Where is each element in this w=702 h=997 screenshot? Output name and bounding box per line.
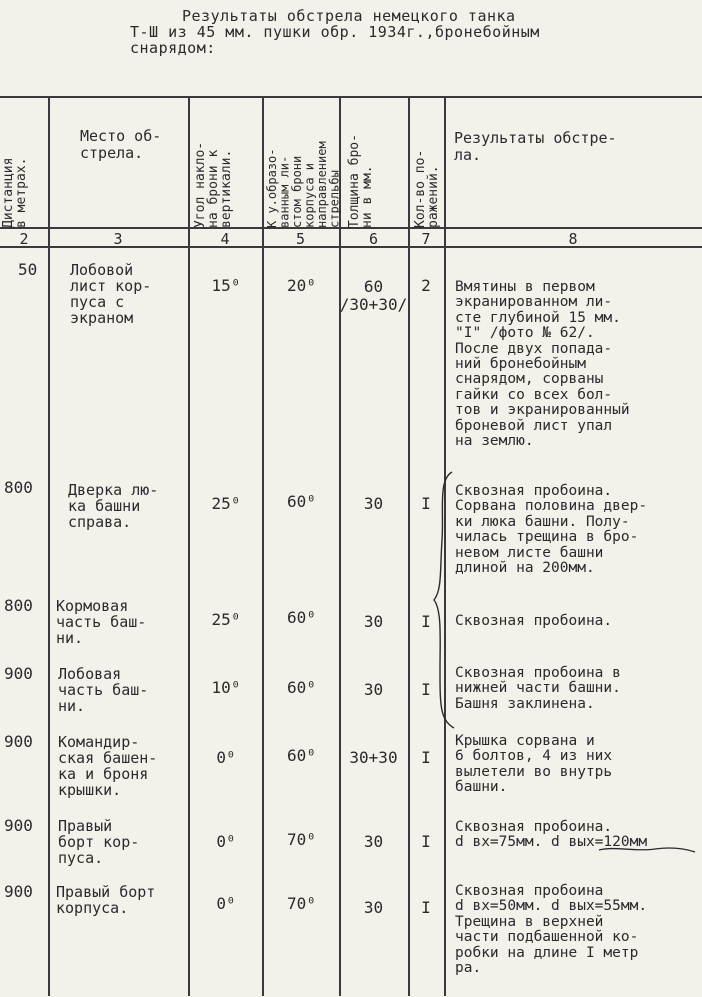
cell-course-angle: 70⁰ [287,894,316,913]
cell-thickness: 30 [363,494,384,513]
cell-place: Кормовая часть баш- ни. [56,597,147,647]
cell-distance: 800 [4,596,33,615]
cell-result: Сквозная пробоина. [455,613,613,629]
header-place: Место об- стрела. [80,127,162,162]
cell-thickness: 30 [363,898,384,917]
cell-place: Командир- ская башен- ка и броня крышки. [58,733,158,799]
title-line-3: снарядом: [130,39,216,57]
column-number: 3 [113,230,123,248]
cell-result: Крышка сорвана и 6 болтов, 4 из них вылетели во внутрь башни. [455,733,613,796]
cell-angle: 25⁰ [211,494,241,513]
handwritten-underline-mark [595,838,700,858]
header-result: Результаты обстре- ла. [454,129,617,164]
header-hits: Кол-во по- ражений. [413,149,441,228]
header-angle: Угол накло- на брони к вертикали. [193,141,234,228]
cell-distance: 900 [4,664,33,683]
column-number: 2 [19,230,29,248]
cell-course-angle: 60⁰ [287,608,316,627]
cell-course-angle: 60⁰ [287,746,316,765]
cell-place: Правый борт кор- пуса. [58,817,140,867]
cell-hits: 2 [421,276,431,295]
cell-thickness: 60 /30+30/ [339,277,408,314]
cell-angle: 0⁰ [216,832,236,851]
cell-course-angle: 60⁰ [287,678,316,697]
cell-angle: 0⁰ [216,894,236,913]
cell-hits: I [421,612,431,631]
cell-angle: 25⁰ [211,610,241,629]
cell-angle: 10⁰ [211,678,241,697]
cell-hits: I [421,898,431,917]
column-number: 7 [421,230,431,248]
cell-angle: 15⁰ [211,276,241,295]
cell-distance: 900 [4,732,33,751]
cell-distance: 900 [4,816,33,835]
cell-course-angle: 70⁰ [287,830,316,849]
column-number: 8 [568,230,578,248]
cell-place: Дверка лю- ка башни справа. [68,481,159,531]
cell-place: Лобовой лист кор- пуса с экраном [70,261,152,327]
cell-result: Сквозная пробоина. Сорвана половина двер- ки люка башни. Полу- чилась трещина в бро- невом листе башни длиной на 200мм. [455,483,648,577]
column-number: 5 [295,230,306,248]
cell-hits: I [421,832,431,851]
cell-distance: 800 [4,478,33,497]
cell-result: Вмятины в первом экранированном ли- сте глубиной 15 мм. "I" /фото № 62/. После двух попада- ний бронебойным снарядом, сорваны гайки со всех бол- тов и экранированный броневой лист упал на землю. [455,279,630,450]
cell-place: Правый борт корпуса. [56,883,156,917]
cell-thickness: 30 [363,680,384,699]
cell-angle: 0⁰ [216,748,236,767]
cell-course-angle: 60⁰ [287,492,316,511]
title-line-1: Результаты обстрела немецкого танка [182,7,516,25]
cell-hits: I [421,494,431,513]
column-number: 4 [220,230,230,248]
cell-course-angle: 20⁰ [287,276,316,295]
cell-distance: 900 [4,882,33,901]
header-distance: Дистанция в метрах. [1,157,29,228]
cell-distance: 50 [18,260,38,279]
handwritten-brace-mark [430,470,456,730]
cell-result: Сквозная пробоина. d вх=75мм. d вых=120мм [455,819,648,851]
cell-result: Сквозная пробоина в нижней части башни. Башня заклинена. [455,665,621,712]
column-number: 6 [368,230,379,248]
document-title [0,8,702,56]
cell-thickness: 30 [363,832,384,851]
header-course-angle: К у.образо- ванным ли- стом брони корпуса и направлением стрельбы [265,141,342,228]
cell-thickness: 30+30 [349,748,398,767]
cell-thickness: 30 [363,612,384,631]
cell-hits: I [421,748,431,767]
cell-place: Лобовая часть баш- ни. [58,665,149,715]
header-thickness: Толщина бро- ни в мм. [347,134,375,228]
cell-hits: I [421,680,431,699]
title-line-2: Т-Ш из 45 мм. пушки обр. 1934г.,бронебойным [130,23,540,41]
cell-result: Сквозная пробоина d вх=50мм. d вых=55мм. Трещина в верхней части подбашенной ко- робки на длине I метр ра. [455,883,648,977]
